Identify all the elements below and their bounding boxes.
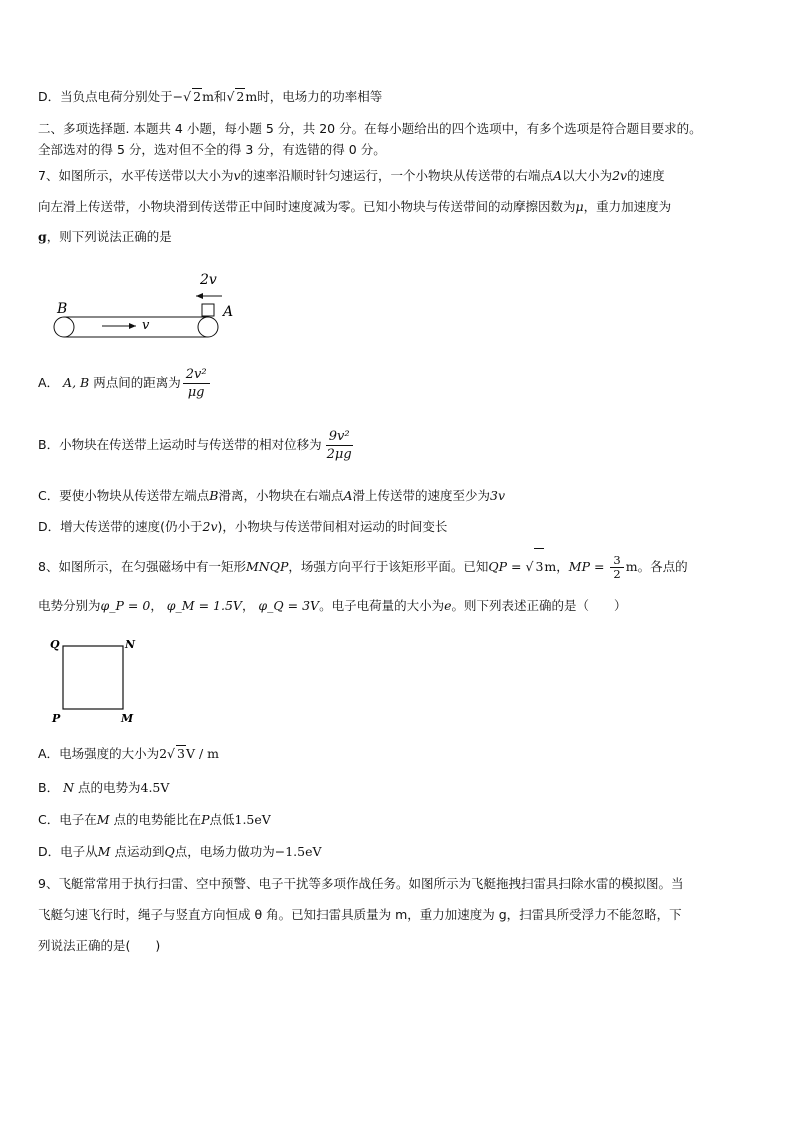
q7-fig-arrow-right-head — [129, 323, 136, 329]
q9-stem-line1: 9、飞艇常常用于执行扫雷、空中预警、电子干扰等多项作战任务。如图所示为飞艇拖拽扫雷具扫除水雷的模拟图。当 — [38, 876, 684, 891]
q9-stem-line2: 飞艇匀速飞行时，绳子与竖直方向恒成 θ 角。已知扫雷具质量为 m，重力加速度为 g，扫雷具所受浮力不能忽略，下 — [38, 907, 682, 922]
q8-stem-line1: 8、如图所示，在匀强磁场中有一矩形MNQP，场强方向平行于该矩形平面。已知QP = √ 3m，MP = $\frac{3}{2}$ m。各点的 — [38, 548, 688, 585]
q8-fig-label-M: M — [121, 712, 134, 725]
q7-fig-left-pulley — [54, 317, 74, 337]
q7-fig-right-pulley — [198, 317, 218, 337]
q9-stem-line3: 列说法正确的是( ) — [38, 938, 161, 953]
q8-option-a[interactable]: A．电场强度的大小为2√ 3V / m — [38, 746, 219, 761]
q8-stem-line2: 电势分别为φ_P = 0， φ_M = 1.5V， φ_Q = 3V。电子电荷量的大小为e。则下列表述正确的是（ ） — [38, 598, 627, 613]
q7-fig-label-v: v — [142, 318, 150, 333]
q8-fig-label-Q: Q — [50, 638, 60, 651]
q8-fig-label-N: N — [125, 638, 136, 651]
q8-fig-label-P: P — [52, 712, 61, 725]
q7-conveyor-figure — [50, 268, 250, 342]
q7-fig-label-A: A — [223, 304, 234, 320]
q7-fig-arrow-left-head — [196, 293, 203, 299]
q8-fig-rectangle — [63, 646, 123, 709]
q8-option-c[interactable]: C．电子在M 点的电势能比在P点低1.5eV — [38, 812, 271, 827]
q7-fig-block — [202, 304, 214, 316]
q7-option-c[interactable]: C．要使小物块从传送带左端点B滑离，小物块在右端点A滑上传送带的速度至少为3v — [38, 488, 506, 503]
q8-rectangle-figure — [46, 634, 146, 728]
q7-stem-line2: 向左滑上传送带，小物块滑到传送带正中间时速度减为零。已知小物块与传送带间的动摩擦因数为μ，重力加速度为 — [38, 199, 672, 214]
q7-fig-label-2v: 2v — [200, 272, 217, 288]
section2-heading-line2: 全部选对的得 5 分，选对但不全的得 3 分，有选错的得 0 分。 — [38, 142, 386, 157]
section2-heading-line1: 二、多项选择题. 本题共 4 小题，每小题 5 分，共 20 分。在每小题给出的四个选项中，有多个选项是符合题目要求的。 — [38, 121, 702, 136]
q7-option-a[interactable]: A． A, B 两点间的距离为 $\frac{\text{2v²}}{\mu g}$ — [38, 365, 212, 401]
q7-option-b[interactable]: B．小物块在传送带上运动时与传送带的相对位移为 $\frac{\text{9v²}}{2\mu g}$ — [38, 429, 352, 462]
q6-option-d[interactable]: D．当负点电荷分别处于−√ 2m和√ 2m时，电场力的功率相等 — [38, 89, 383, 104]
q7-option-d[interactable]: D．增大传送带的速度(仍小于2v)，小物块与传送带间相对运动的时间变长 — [38, 519, 448, 534]
q8-option-d[interactable]: D．电子从M 点运动到Q点，电场力做功为−1.5eV — [38, 844, 322, 859]
q7-fig-label-B: B — [57, 301, 68, 317]
q8-option-b[interactable]: B． N 点的电势为4.5V — [38, 780, 170, 795]
q7-stem-line1: 7、如图所示，水平传送带以大小为v的速率沿顺时针匀速运行，一个小物块从传送带的右端点A以大小为2v的速度 — [38, 168, 665, 183]
q7-stem-line3: g，则下列说法正确的是 — [38, 229, 172, 244]
